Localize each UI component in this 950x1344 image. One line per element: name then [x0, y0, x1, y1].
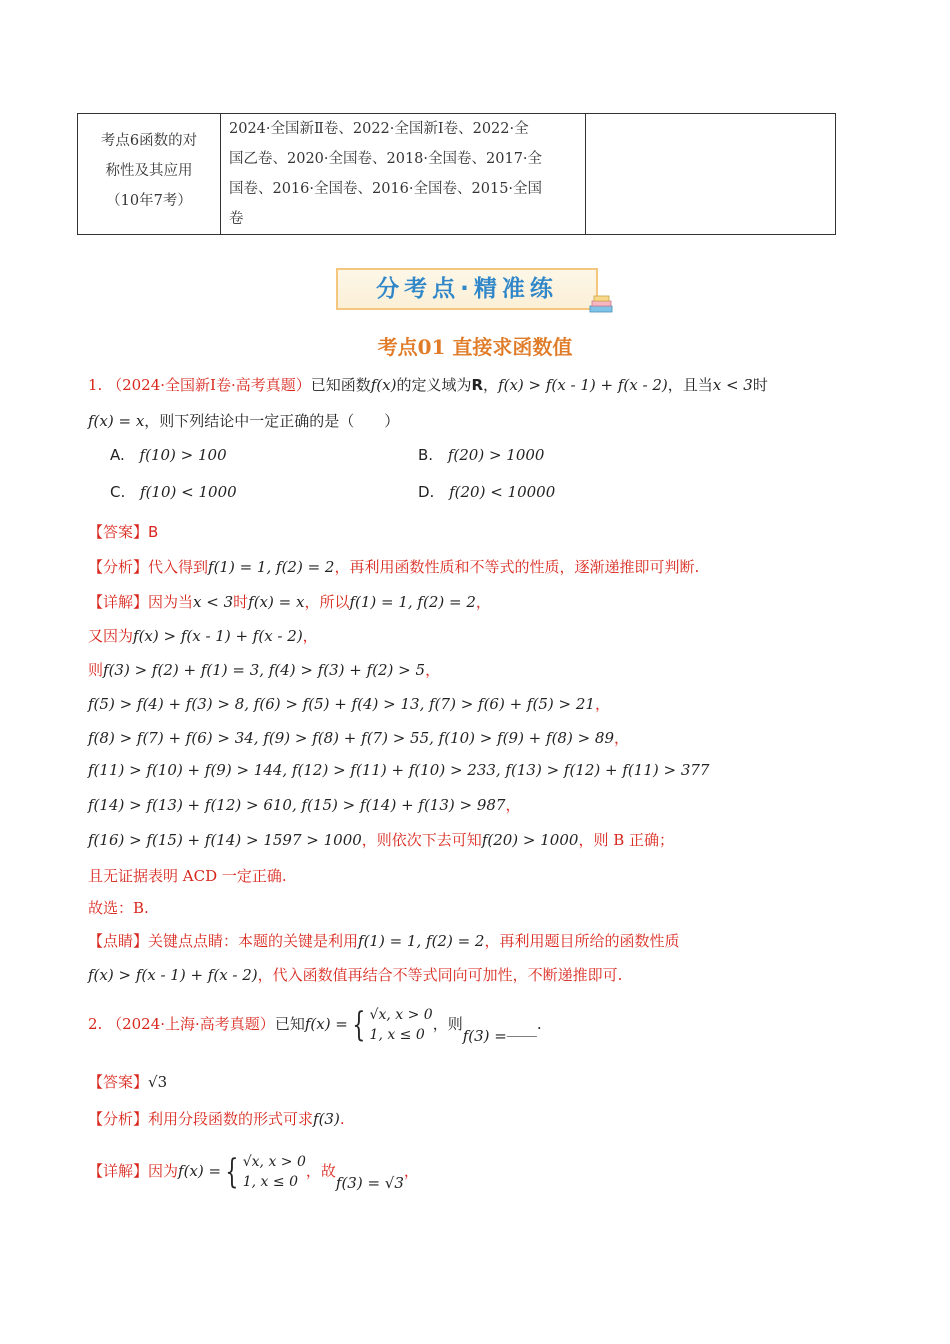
exam-topic-table	[77, 113, 836, 235]
option-d-label: D.	[418, 483, 435, 501]
option-b-text: f(20) > 1000	[447, 446, 545, 464]
q1-option-a[interactable]	[110, 446, 227, 464]
detail-math-1: x < 3	[193, 593, 234, 611]
detail-text-2: ，则 B 正确；	[578, 831, 674, 849]
option-a-text: f(10) > 100	[139, 446, 227, 464]
detail-math: f(16) > f(15) + f(14) > 1597 > 1000	[88, 831, 362, 849]
detail-comma: ，	[302, 627, 318, 645]
option-c-label: C.	[110, 483, 126, 501]
q2-detail-piecewise: { √x, x > 0 1, x ≤ 0	[225, 1152, 306, 1192]
point-tag: 【点睛】	[88, 932, 149, 950]
exams-line-1: 2024·全国新Ⅱ卷、2022·全国新Ⅰ卷、2022·全	[229, 121, 529, 137]
analysis-tag: 【分析】	[88, 1110, 149, 1128]
q1-condition-3: f(x) = x	[88, 412, 145, 430]
analysis-tag: 【分析】	[88, 558, 149, 576]
section-title: 考点01 直接求函数值	[377, 335, 573, 359]
detail-comma: ，	[505, 796, 521, 814]
q1-point-line-1	[88, 930, 679, 951]
detail-text-3: ，所以	[304, 593, 350, 611]
q1-option-b[interactable]	[418, 446, 544, 464]
analysis-math: f(1) = 1, f(2) = 2	[208, 558, 335, 576]
q1-detail-line-2	[88, 625, 318, 646]
detail-text-4: ，	[475, 593, 491, 611]
q1-condition: f(x) > f(x - 1) + f(x - 2)	[498, 376, 668, 394]
q1-detail-line-9: 且无证据表明 ACD 一定正确.	[88, 867, 287, 885]
answer-tag: 【答案】	[88, 523, 149, 541]
detail-text: 又因为	[88, 627, 134, 645]
detail-math: f(3) = √3	[335, 1174, 404, 1192]
detail-case-1: √x, x > 0	[242, 1154, 306, 1170]
point-math: f(1) = 1, f(2) = 2	[358, 932, 485, 950]
q1-analysis	[88, 556, 699, 577]
books-icon	[588, 292, 614, 314]
q2-ask: f(3) =	[462, 1027, 507, 1045]
detail-math: f(x) > f(x - 1) + f(x - 2)	[133, 627, 303, 645]
detail-math: f(14) > f(13) + f(12) > 610, f(15) > f(14) + f(13) > 987	[88, 796, 506, 814]
q1-detail-line-8	[88, 829, 674, 850]
q1-point-line-2	[88, 964, 622, 985]
detail-text: 因为	[148, 1162, 179, 1180]
detail-case-2: 1, x ≤ 0	[242, 1174, 298, 1190]
q1-detail-line-3	[88, 659, 440, 680]
q1-comma: ，	[483, 376, 499, 394]
q1-detail-line-5	[88, 727, 629, 748]
q2-blank[interactable]: ____	[506, 1019, 537, 1037]
exams-cell	[221, 114, 586, 235]
analysis-math: f(3)	[313, 1110, 340, 1128]
option-c-text: f(10) < 1000	[140, 483, 237, 501]
detail-math-3: f(1) = 1, f(2) = 2	[349, 593, 476, 611]
detail-text-2: ，故	[305, 1162, 336, 1180]
q2-piecewise: { √x, x > 0 1, x ≤ 0	[352, 1005, 433, 1045]
detail-tag: 【详解】	[88, 1162, 149, 1180]
point-math: f(x) > f(x - 1) + f(x - 2)	[88, 966, 258, 984]
option-b-label: B.	[418, 446, 434, 464]
detail-math: f(8) > f(7) + f(6) > 34, f(9) > f(8) + f(7) > 55, f(10) > f(9) + f(8) > 89	[88, 729, 615, 747]
analysis-text: 代入得到	[148, 558, 209, 576]
analysis-text-2: .	[339, 1110, 345, 1128]
q1-answer	[88, 521, 158, 542]
q1-detail-line-7	[88, 794, 521, 815]
q2-fx: f(x) =	[304, 1015, 348, 1033]
q1-option-d[interactable]	[418, 483, 555, 501]
detail-math: f(3) > f(2) + f(1) = 3, f(4) > f(3) + f(2) > 5	[103, 661, 426, 679]
detail-comma: ，	[403, 1162, 419, 1180]
detail-comma: ，	[594, 695, 610, 713]
answer-value: B	[148, 523, 159, 541]
topic-line-3: （10年7考）	[106, 193, 192, 209]
q2-case-1: √x, x > 0	[369, 1007, 433, 1023]
q2-detail	[88, 1152, 419, 1192]
q1-fx: f(x)	[370, 376, 397, 394]
q2-source: （2024·上海·高考真题）	[107, 1015, 275, 1033]
detail-math: f(5) > f(4) + f(3) > 8, f(6) > f(5) + f(4) > 13, f(7) > f(6) + f(5) > 21	[88, 695, 595, 713]
q1-stem-text: 已知函数	[310, 376, 371, 394]
q1-stem-line-2	[88, 410, 399, 431]
q2-stem	[88, 1005, 542, 1045]
detail-math-2: f(x) = x	[248, 593, 305, 611]
answer-tag: 【答案】	[88, 1073, 149, 1091]
answer-value: √3	[148, 1073, 168, 1091]
point-text-2: ，再利用题目所给的函数性质	[484, 932, 680, 950]
q1-option-c[interactable]	[110, 483, 237, 501]
option-a-label: A.	[110, 446, 125, 464]
q2-stem-text: 已知	[274, 1015, 305, 1033]
q2-period: .	[536, 1015, 542, 1033]
topic-cell	[78, 114, 221, 235]
detail-math-2: f(20) > 1000	[481, 831, 579, 849]
q1-stem-text-4: 时	[752, 376, 768, 394]
q1-detail-line-4	[88, 693, 610, 714]
q1-stem-text-5: ，则下列结论中一定正确的是（ ）	[144, 412, 400, 430]
q1-domain-R: R	[471, 376, 484, 394]
q1-detail-line-1	[88, 591, 491, 612]
q1-stem-text-2: 的定义域为	[396, 376, 472, 394]
point-text: 关键点点睛：本题的关键是利用	[148, 932, 359, 950]
detail-text-2: 时	[233, 593, 249, 611]
detail-text: 则	[88, 661, 104, 679]
q1-stem-line-1	[88, 374, 768, 395]
detail-text: ，则依次下去可知	[361, 831, 482, 849]
q1-detail-line-10: 故选：B.	[88, 899, 149, 917]
detail-text: 因为当	[148, 593, 194, 611]
q1-condition-2: x < 3	[712, 376, 753, 394]
detail-comma: ，	[425, 661, 441, 679]
empty-cell	[586, 114, 836, 235]
option-d-text: f(20) < 10000	[449, 483, 556, 501]
q2-number: 2.	[88, 1015, 103, 1033]
topic-line-2: 称性及其应用	[105, 163, 193, 179]
detail-fx: f(x) =	[178, 1162, 222, 1180]
analysis-text: 利用分段函数的形式可求	[148, 1110, 314, 1128]
q1-source: （2024·全国新Ⅰ卷·高考真题）	[107, 376, 311, 394]
detail-math: f(11) > f(10) + f(9) > 144, f(12) > f(11) + f(10) > 233, f(13) > f(12) + f(11) > 377	[88, 761, 710, 779]
q1-stem-text-3: ，且当	[667, 376, 713, 394]
point-text: ，代入函数值再结合不等式同向可加性，不断递推即可.	[257, 966, 623, 984]
analysis-text-2: ，再利用函数性质和不等式的性质，逐渐递推即可判断.	[334, 558, 700, 576]
q1-number: 1.	[88, 376, 103, 394]
section-banner: 分考点·精准练	[336, 268, 598, 310]
q2-analysis	[88, 1108, 345, 1129]
q2-stem-text-2: ，则	[432, 1015, 463, 1033]
detail-tag: 【详解】	[88, 593, 149, 611]
q2-case-2: 1, x ≤ 0	[369, 1027, 425, 1043]
q1-detail-line-6	[88, 761, 709, 779]
exams-line-3: 国卷、2016·全国卷、2016·全国卷、2015·全国	[229, 181, 543, 197]
exams-line-2: 国乙卷、2020·全国卷、2018·全国卷、2017·全	[229, 151, 543, 167]
exams-line-4: 卷	[229, 211, 244, 227]
detail-comma: ，	[614, 729, 630, 747]
topic-line-1: 考点6函数的对	[100, 133, 198, 149]
q2-answer	[88, 1071, 167, 1092]
